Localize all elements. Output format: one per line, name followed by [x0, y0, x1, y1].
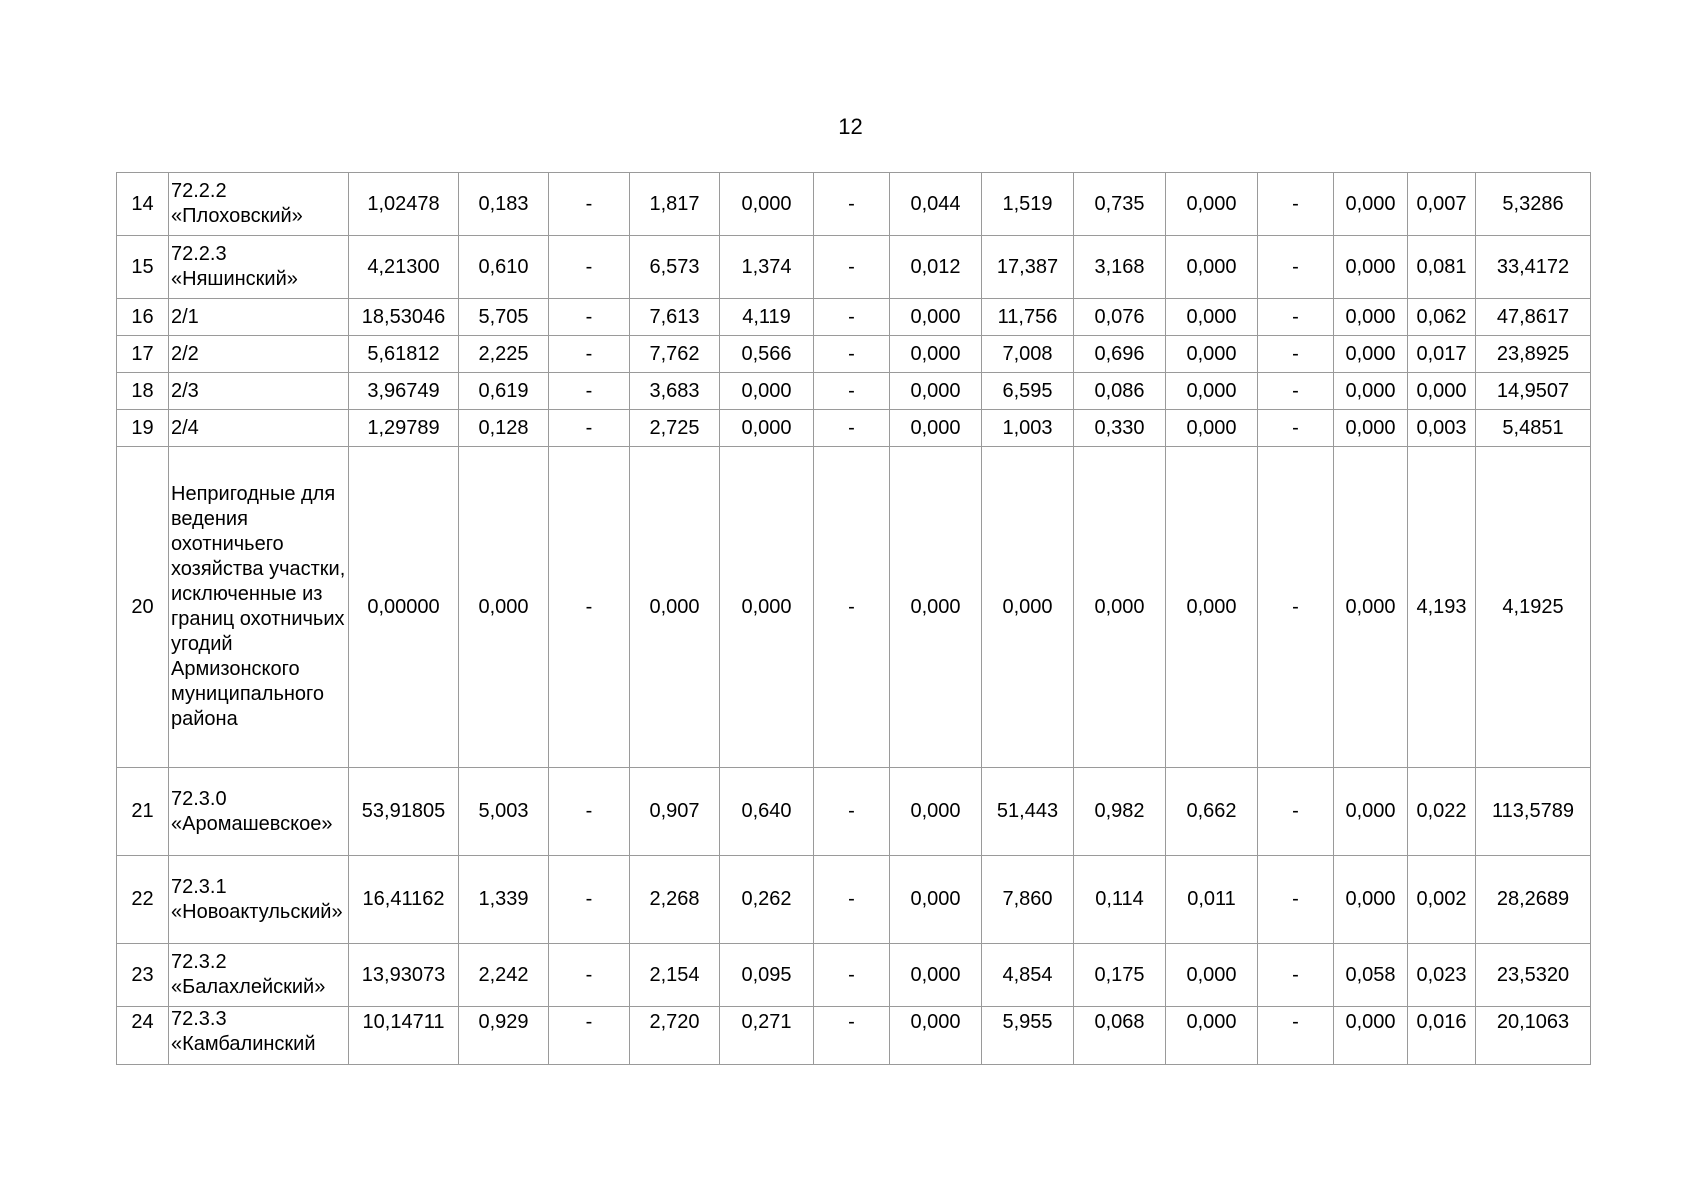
row-number: 20	[117, 447, 169, 768]
cell-value: -	[549, 173, 630, 236]
cell-value: 7,762	[630, 336, 720, 373]
cell-value: 53,91805	[349, 768, 459, 856]
cell-value: 0,000	[1334, 1007, 1408, 1065]
cell-value: -	[549, 236, 630, 299]
row-number: 18	[117, 373, 169, 410]
cell-value: 0,023	[1408, 944, 1476, 1007]
cell-value: 0,003	[1408, 410, 1476, 447]
row-number: 23	[117, 944, 169, 1007]
row-number: 22	[117, 856, 169, 944]
cell-value: 0,566	[720, 336, 814, 373]
cell-value: 0,000	[1334, 299, 1408, 336]
cell-value: 0,000	[890, 410, 982, 447]
cell-value: -	[1258, 768, 1334, 856]
cell-value: 0,012	[890, 236, 982, 299]
cell-value: -	[814, 768, 890, 856]
cell-value: 0,000	[1166, 299, 1258, 336]
cell-value: 1,519	[982, 173, 1074, 236]
cell-value: 0,000	[890, 299, 982, 336]
cell-value: 0,000	[1334, 236, 1408, 299]
cell-value: 5,705	[459, 299, 549, 336]
cell-value: 2,720	[630, 1007, 720, 1065]
cell-value: 0,022	[1408, 768, 1476, 856]
cell-value: 2,268	[630, 856, 720, 944]
cell-value: 0,000	[1074, 447, 1166, 768]
cell-value: 0,183	[459, 173, 549, 236]
cell-value: 0,002	[1408, 856, 1476, 944]
table-row	[117, 1007, 1591, 1065]
cell-value: 1,339	[459, 856, 549, 944]
cell-value: 0,262	[720, 856, 814, 944]
cell-value: -	[549, 447, 630, 768]
cell-value: 0,017	[1408, 336, 1476, 373]
cell-value: 0,114	[1074, 856, 1166, 944]
row-total: 23,5320	[1476, 944, 1591, 1007]
cell-value: 0,000	[1166, 173, 1258, 236]
row-number: 21	[117, 768, 169, 856]
cell-value: -	[1258, 299, 1334, 336]
cell-value: -	[549, 299, 630, 336]
cell-value: 0,007	[1408, 173, 1476, 236]
cell-value: 16,41162	[349, 856, 459, 944]
cell-value: 0,610	[459, 236, 549, 299]
row-total: 20,1063	[1476, 1007, 1591, 1065]
cell-value: -	[549, 336, 630, 373]
cell-value: 0,000	[1334, 768, 1408, 856]
cell-value: -	[1258, 173, 1334, 236]
cell-value: 18,53046	[349, 299, 459, 336]
cell-value: -	[549, 373, 630, 410]
cell-value: 0,000	[1166, 447, 1258, 768]
cell-value: 0,000	[1166, 236, 1258, 299]
cell-value: 0,000	[890, 373, 982, 410]
cell-value: 0,330	[1074, 410, 1166, 447]
cell-value: 0,076	[1074, 299, 1166, 336]
row-number: 19	[117, 410, 169, 447]
cell-value: 0,016	[1408, 1007, 1476, 1065]
cell-value: 0,000	[1408, 373, 1476, 410]
cell-value: 13,93073	[349, 944, 459, 1007]
cell-value: 0,011	[1166, 856, 1258, 944]
cell-value: -	[1258, 856, 1334, 944]
cell-value: -	[1258, 447, 1334, 768]
row-total: 4,1925	[1476, 447, 1591, 768]
row-name: 72.2.2 «Плоховский»	[169, 173, 349, 236]
row-name: 72.2.3 «Няшинский»	[169, 236, 349, 299]
cell-value: -	[549, 768, 630, 856]
cell-value: -	[814, 410, 890, 447]
table-row	[117, 173, 1591, 236]
cell-value: -	[1258, 1007, 1334, 1065]
cell-value: -	[1258, 373, 1334, 410]
cell-value: 0,696	[1074, 336, 1166, 373]
cell-value: -	[814, 373, 890, 410]
cell-value: 0,000	[630, 447, 720, 768]
cell-value: 2,725	[630, 410, 720, 447]
row-number: 24	[117, 1007, 169, 1065]
cell-value: -	[814, 1007, 890, 1065]
row-name: 2/2	[169, 336, 349, 373]
cell-value: -	[1258, 944, 1334, 1007]
cell-value: 3,168	[1074, 236, 1166, 299]
cell-value: -	[814, 336, 890, 373]
row-name: 2/4	[169, 410, 349, 447]
cell-value: 0,128	[459, 410, 549, 447]
cell-value: 3,96749	[349, 373, 459, 410]
page-number: 12	[838, 114, 863, 139]
cell-value: 0,735	[1074, 173, 1166, 236]
cell-value: 0,000	[890, 1007, 982, 1065]
cell-value: 1,817	[630, 173, 720, 236]
cell-value: 4,854	[982, 944, 1074, 1007]
cell-value: 1,374	[720, 236, 814, 299]
cell-value: 0,000	[459, 447, 549, 768]
table-row	[117, 336, 1591, 373]
table-row	[117, 447, 1591, 768]
row-number: 16	[117, 299, 169, 336]
cell-value: 7,860	[982, 856, 1074, 944]
cell-value: 1,29789	[349, 410, 459, 447]
cell-value: 0,000	[1166, 336, 1258, 373]
cell-value: 0,000	[1166, 944, 1258, 1007]
cell-value: 0,000	[720, 410, 814, 447]
cell-value: 0,175	[1074, 944, 1166, 1007]
data-table	[116, 172, 1591, 1065]
cell-value: 1,003	[982, 410, 1074, 447]
cell-value: 0,000	[1166, 373, 1258, 410]
row-name: 72.3.3 «Камбалинский	[169, 1007, 349, 1065]
row-total: 14,9507	[1476, 373, 1591, 410]
row-name: Непригодные для ведения охотничьего хозяйства участки, исключенные из границ охотничьих угодий Армизонского муниципального района	[169, 447, 349, 768]
cell-value: 0,640	[720, 768, 814, 856]
cell-value: 0,271	[720, 1007, 814, 1065]
cell-value: 0,000	[1334, 447, 1408, 768]
cell-value: -	[814, 173, 890, 236]
cell-value: 0,000	[1166, 1007, 1258, 1065]
cell-value: 3,683	[630, 373, 720, 410]
cell-value: -	[1258, 236, 1334, 299]
cell-value: 0,619	[459, 373, 549, 410]
cell-value: 0,000	[720, 373, 814, 410]
cell-value: 5,003	[459, 768, 549, 856]
table-row	[117, 768, 1591, 856]
cell-value: 2,225	[459, 336, 549, 373]
cell-value: 0,000	[1334, 410, 1408, 447]
cell-value: 7,613	[630, 299, 720, 336]
row-number: 15	[117, 236, 169, 299]
row-total: 33,4172	[1476, 236, 1591, 299]
row-name: 2/3	[169, 373, 349, 410]
row-total: 47,8617	[1476, 299, 1591, 336]
cell-value: -	[1258, 336, 1334, 373]
cell-value: 0,000	[1166, 410, 1258, 447]
row-total: 113,5789	[1476, 768, 1591, 856]
row-total: 23,8925	[1476, 336, 1591, 373]
cell-value: 1,02478	[349, 173, 459, 236]
cell-value: 17,387	[982, 236, 1074, 299]
cell-value: 6,595	[982, 373, 1074, 410]
cell-value: 0,086	[1074, 373, 1166, 410]
row-name: 72.3.1 «Новоактульский»	[169, 856, 349, 944]
cell-value: 10,14711	[349, 1007, 459, 1065]
cell-value: 6,573	[630, 236, 720, 299]
table-row	[117, 410, 1591, 447]
cell-value: 5,61812	[349, 336, 459, 373]
row-total: 5,3286	[1476, 173, 1591, 236]
cell-value: 0,907	[630, 768, 720, 856]
cell-value: -	[814, 447, 890, 768]
cell-value: 0,062	[1408, 299, 1476, 336]
cell-value: 51,443	[982, 768, 1074, 856]
cell-value: 0,058	[1334, 944, 1408, 1007]
cell-value: 0,000	[720, 173, 814, 236]
cell-value: 0,000	[720, 447, 814, 768]
cell-value: 0,000	[890, 336, 982, 373]
row-total: 5,4851	[1476, 410, 1591, 447]
cell-value: 0,000	[1334, 173, 1408, 236]
cell-value: 4,119	[720, 299, 814, 336]
table-row	[117, 373, 1591, 410]
cell-value: 0,000	[1334, 373, 1408, 410]
cell-value: 0,081	[1408, 236, 1476, 299]
cell-value: -	[814, 236, 890, 299]
cell-value: 0,095	[720, 944, 814, 1007]
cell-value: 2,154	[630, 944, 720, 1007]
cell-value: 2,242	[459, 944, 549, 1007]
cell-value: 0,044	[890, 173, 982, 236]
cell-value: 4,193	[1408, 447, 1476, 768]
cell-value: -	[549, 1007, 630, 1065]
cell-value: -	[814, 299, 890, 336]
row-number: 14	[117, 173, 169, 236]
cell-value: 11,756	[982, 299, 1074, 336]
table-row	[117, 299, 1591, 336]
cell-value: 0,000	[1334, 856, 1408, 944]
cell-value: 0,000	[890, 447, 982, 768]
cell-value: 5,955	[982, 1007, 1074, 1065]
row-number: 17	[117, 336, 169, 373]
cell-value: 0,068	[1074, 1007, 1166, 1065]
cell-value: 0,982	[1074, 768, 1166, 856]
cell-value: -	[549, 410, 630, 447]
cell-value: 0,000	[890, 856, 982, 944]
table-row	[117, 856, 1591, 944]
row-total: 28,2689	[1476, 856, 1591, 944]
table-row	[117, 944, 1591, 1007]
cell-value: 0,000	[982, 447, 1074, 768]
cell-value: 0,662	[1166, 768, 1258, 856]
cell-value: 0,00000	[349, 447, 459, 768]
cell-value: -	[1258, 410, 1334, 447]
cell-value: 7,008	[982, 336, 1074, 373]
cell-value: -	[549, 856, 630, 944]
cell-value: 0,929	[459, 1007, 549, 1065]
cell-value: -	[814, 944, 890, 1007]
row-name: 72.3.2 «Балахлейский»	[169, 944, 349, 1007]
cell-value: -	[549, 944, 630, 1007]
row-name: 72.3.0 «Аромашевское»	[169, 768, 349, 856]
cell-value: 4,21300	[349, 236, 459, 299]
cell-value: 0,000	[890, 768, 982, 856]
cell-value: 0,000	[890, 944, 982, 1007]
row-name: 2/1	[169, 299, 349, 336]
cell-value: -	[814, 856, 890, 944]
cell-value: 0,000	[1334, 336, 1408, 373]
table-row	[117, 236, 1591, 299]
